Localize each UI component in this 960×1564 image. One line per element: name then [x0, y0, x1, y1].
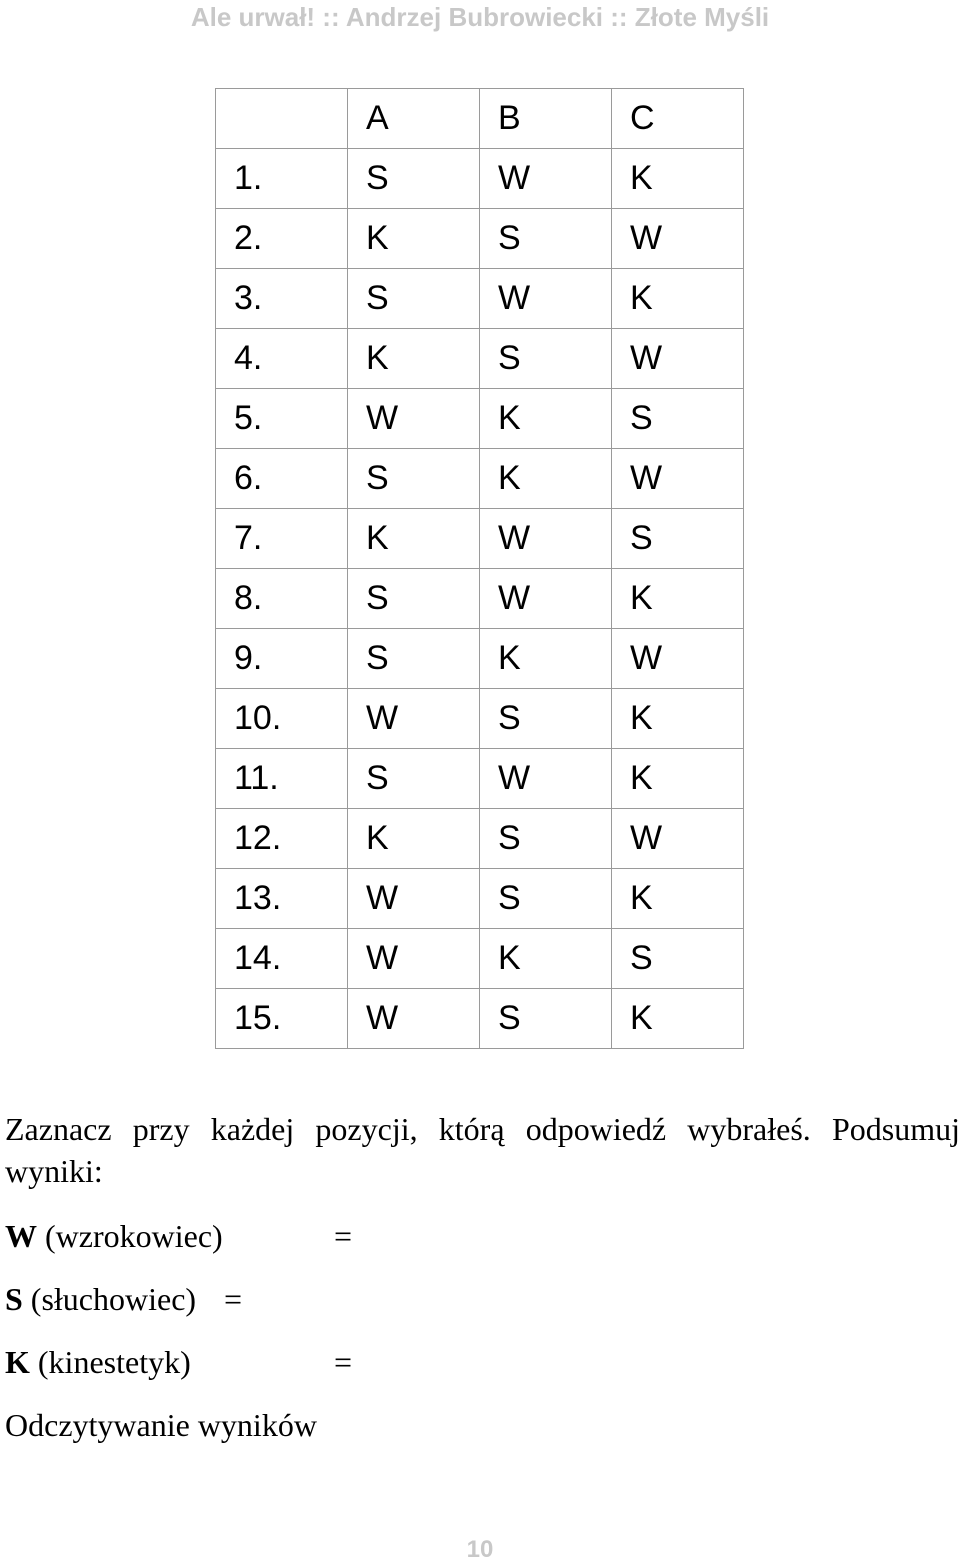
table-row [216, 929, 744, 989]
answer-cell: S [348, 569, 480, 629]
table-header-cell [216, 89, 348, 149]
answer-cell: S [348, 149, 480, 209]
answer-cell: W [612, 329, 744, 389]
row-number-cell: 12. [216, 809, 348, 869]
table-header-row [216, 89, 744, 149]
table-row [216, 269, 744, 329]
results-heading: Odczytywanie wyników [5, 1407, 317, 1443]
answer-cell: W [480, 509, 612, 569]
table-row [216, 989, 744, 1049]
answer-cell: K [348, 329, 480, 389]
table-row [216, 629, 744, 689]
instructions-text: Zaznacz przy każdej pozycji, którą odpowiedź wybrałeś. Podsumuj wyniki: [5, 1111, 960, 1189]
answer-cell: S [348, 629, 480, 689]
row-number-cell: 3. [216, 269, 348, 329]
answer-cell: S [480, 989, 612, 1049]
answer-table [215, 88, 744, 1049]
row-number-cell: 4. [216, 329, 348, 389]
table-row [216, 749, 744, 809]
row-number-cell: 15. [216, 989, 348, 1049]
row-number-cell: 5. [216, 389, 348, 449]
answer-cell: K [612, 149, 744, 209]
table-row [216, 149, 744, 209]
page-header: Ale urwał! :: Andrzej Bubrowiecki :: Złote Myśli [190, 2, 770, 32]
table-header-cell: C [612, 89, 744, 149]
summary-letter: W [5, 1218, 37, 1254]
answer-cell: W [612, 209, 744, 269]
summary-label: (wzrokowiec) [37, 1218, 223, 1254]
answer-cell: S [348, 269, 480, 329]
answer-cell: K [480, 449, 612, 509]
answer-cell: K [480, 929, 612, 989]
row-number-cell: 8. [216, 569, 348, 629]
row-number-cell: 13. [216, 869, 348, 929]
answer-cell: S [480, 209, 612, 269]
table-row [216, 869, 744, 929]
answer-cell: K [348, 809, 480, 869]
answer-cell: W [480, 269, 612, 329]
row-number-cell: 11. [216, 749, 348, 809]
summary-label: (słuchowiec) [22, 1281, 197, 1317]
table-row [216, 389, 744, 449]
page-number: 10 [466, 1536, 494, 1563]
row-number-cell: 6. [216, 449, 348, 509]
answer-cell: S [612, 929, 744, 989]
answer-cell: S [612, 509, 744, 569]
row-number-cell: 1. [216, 149, 348, 209]
row-number-cell: 9. [216, 629, 348, 689]
answer-cell: K [612, 989, 744, 1049]
row-number-cell: 10. [216, 689, 348, 749]
answer-cell: W [612, 449, 744, 509]
table-row [216, 689, 744, 749]
answer-cell: S [480, 329, 612, 389]
summary-letter: K [5, 1344, 30, 1380]
summary-equals: = [224, 1281, 243, 1317]
answer-cell: K [348, 209, 480, 269]
table-row [216, 809, 744, 869]
summary-auditory [5, 1279, 196, 1319]
answer-cell: K [612, 749, 744, 809]
row-number-cell: 7. [216, 509, 348, 569]
answer-cell: S [612, 389, 744, 449]
table-row [216, 329, 744, 389]
answer-cell: W [480, 749, 612, 809]
answer-cell: W [348, 989, 480, 1049]
table-row [216, 569, 744, 629]
answer-cell: W [480, 569, 612, 629]
answer-cell: S [480, 869, 612, 929]
answer-cell: W [348, 689, 480, 749]
answer-cell: K [480, 629, 612, 689]
answer-cell: K [612, 869, 744, 929]
answer-cell: S [348, 449, 480, 509]
table-header-cell: A [348, 89, 480, 149]
answer-cell: W [348, 389, 480, 449]
table-row [216, 209, 744, 269]
table-row [216, 509, 744, 569]
answer-cell: W [348, 929, 480, 989]
answer-cell: W [348, 869, 480, 929]
summary-equals: = [334, 1218, 353, 1254]
answer-cell: W [612, 809, 744, 869]
answer-cell: K [480, 389, 612, 449]
table-row [216, 449, 744, 509]
answer-cell: K [612, 569, 744, 629]
answer-cell: W [612, 629, 744, 689]
answer-cell: S [480, 809, 612, 869]
row-number-cell: 14. [216, 929, 348, 989]
table-header-cell: B [480, 89, 612, 149]
answer-cell: K [348, 509, 480, 569]
summary-kinesthetic [5, 1342, 191, 1382]
summary-equals: = [334, 1344, 353, 1380]
summary-visual [5, 1216, 223, 1256]
answer-cell: S [480, 689, 612, 749]
row-number-cell: 2. [216, 209, 348, 269]
summary-letter: S [5, 1281, 23, 1317]
answer-cell: K [612, 689, 744, 749]
answer-cell: S [348, 749, 480, 809]
answer-cell: K [612, 269, 744, 329]
answer-cell: W [480, 149, 612, 209]
summary-label: (kinestetyk) [29, 1344, 191, 1380]
